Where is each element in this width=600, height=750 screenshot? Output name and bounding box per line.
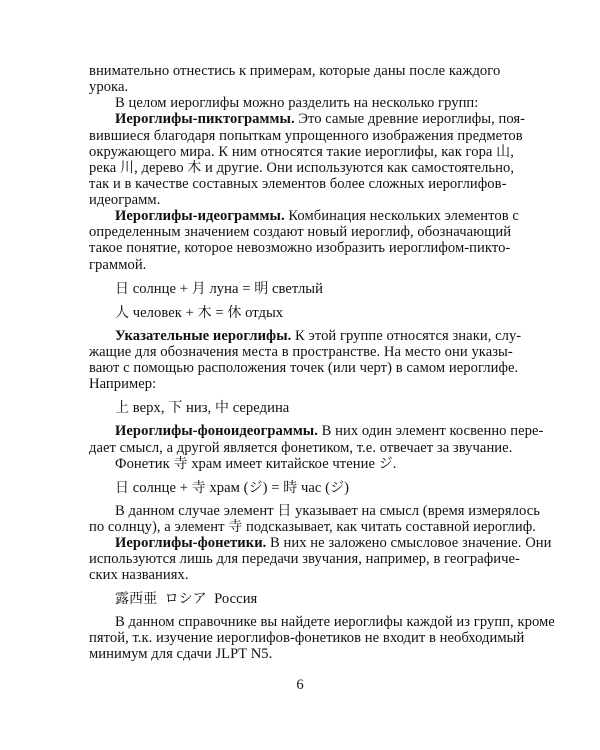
- paragraph-line: В данном случае элемент 日 указывает на смысл (время измерялось: [115, 502, 540, 519]
- paragraph-line: по солнцу), а элемент 寺 подсказывает, как читать составной иероглиф.: [89, 518, 536, 535]
- paragraph-line: такое понятие, которое невозможно изобразить иероглифом-пикто-: [89, 240, 511, 257]
- section-heading-indicative: Указательные иероглифы.: [115, 327, 292, 344]
- paragraph-line: В целом иероглифы можно разделить на несколько групп:: [115, 95, 479, 112]
- paragraph-line: урока.: [89, 79, 129, 96]
- section-heading-phonetics: Иероглифы-фонетики.: [115, 534, 267, 551]
- paragraph-line: пятой, т.к. изучение иероглифов-фонетиков не входит в необходимый: [89, 629, 525, 646]
- paragraph-line: используются лишь для передачи звучания, например, в географиче-: [89, 550, 520, 567]
- paragraph-line: Иероглифы-идеограммы. Комбинация нескольких элементов с: [115, 208, 519, 225]
- paragraph-line: Иероглифы-фонетики. В них не заложено смысловое значение. Они: [115, 534, 552, 551]
- paragraph-line: граммой.: [89, 256, 147, 273]
- kanji-river: 川: [120, 159, 135, 176]
- paragraph-line: Указательные иероглифы. К этой группе относятся знаки, слу-: [115, 327, 522, 344]
- example-line: 日 солнце + 月 луна = 明 светлый: [115, 280, 324, 297]
- kanji-tree: 木: [187, 159, 202, 176]
- paragraph-line: так и в качестве составных элементов более сложных иероглифов-: [89, 175, 507, 192]
- paragraph-line: В данном справочнике вы найдете иероглифы каждой из групп, кроме: [115, 613, 555, 630]
- example-line: 露西亜 ロシア Россия: [115, 591, 258, 608]
- paragraph-line: Фонетик 寺 храм имеет китайское чтение ジ.: [115, 455, 397, 472]
- paragraph-line: идеограмм.: [89, 192, 161, 208]
- section-heading-pictograms: Иероглифы-пиктограммы.: [115, 111, 295, 128]
- paragraph-line: вившиеся благодаря попыткам упрощенного изображения предметов: [89, 127, 523, 144]
- paragraph-line: минимум для сдачи JLPT N5.: [89, 646, 273, 662]
- paragraph-line: Иероглифы-пиктограммы. Это самые древние иероглифы, поя-: [115, 111, 526, 128]
- section-heading-phono-ideograms: Иероглифы-фоноидеограммы.: [115, 423, 318, 440]
- paragraph-line: вают с помощью расположения точек (или черт) в самом иероглифе.: [89, 359, 519, 376]
- paragraph-line: Например:: [89, 375, 157, 392]
- paragraph-line: жащие для обозначения места в пространстве. На место они указы-: [89, 343, 513, 360]
- example-line: 上 верх, 下 низ, 中 середина: [115, 400, 290, 417]
- paragraph-line: Иероглифы-фоноидеограммы. В них один элемент косвенно пере-: [115, 423, 544, 440]
- paragraph-line: внимательно отнестись к примерам, которые даны после каждого: [89, 63, 501, 79]
- paragraph-line: окружающего мира. К ним относятся такие иероглифы, как гора 山,: [89, 143, 514, 160]
- example-line: 人 человек + 木 = 休 отдых: [115, 304, 284, 321]
- paragraph-line: река 川, дерево 木 и другие. Они используются как самостоятельно,: [89, 159, 515, 176]
- kanji-mountain: 山: [496, 143, 511, 160]
- section-heading-ideograms: Иероглифы-идеограммы.: [115, 208, 285, 225]
- paragraph-line: определенным значением создают новый иероглиф, обозначающий: [89, 224, 512, 241]
- paragraph-line: дает смысл, а другой является фонетиком, т.е. отвечает за звучание.: [89, 439, 513, 456]
- paragraph-line: ских названиях.: [89, 567, 189, 583]
- example-line: 日 солнце + 寺 храм (ジ) = 時 час (ジ): [115, 479, 350, 496]
- page-number: 6: [296, 677, 304, 693]
